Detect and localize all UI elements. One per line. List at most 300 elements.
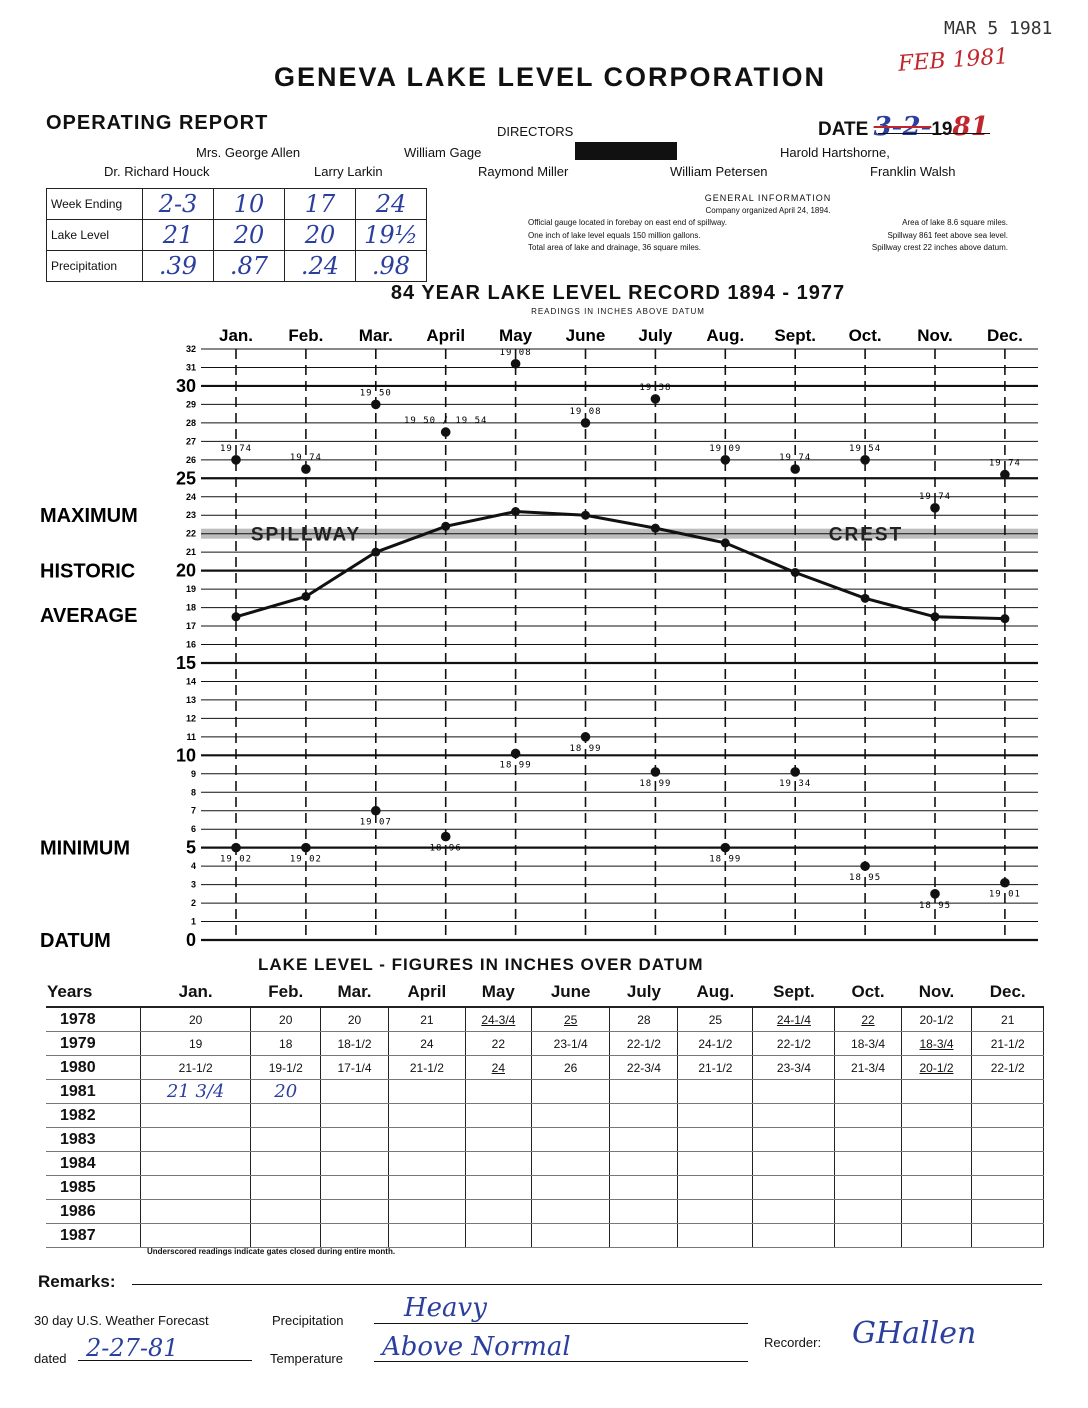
level-value: 23-3/4 xyxy=(776,1060,811,1075)
average-point xyxy=(1000,614,1009,623)
level-cell xyxy=(610,1007,678,1032)
lake-level-cell: 20 xyxy=(214,220,285,251)
level-cell xyxy=(140,1080,250,1104)
level-cell xyxy=(388,1224,465,1248)
maximum-year-label: 19 74 xyxy=(289,453,322,464)
precipitation-cell: .24 xyxy=(285,251,356,282)
average-label: AVERAGE xyxy=(40,604,138,627)
level-cell xyxy=(321,1032,389,1056)
level-value: 20 xyxy=(274,1081,298,1102)
level-cell xyxy=(753,1007,835,1032)
level-cell xyxy=(901,1224,972,1248)
page-title: GENEVA LAKE LEVEL CORPORATION xyxy=(274,62,827,92)
level-cell xyxy=(972,1224,1044,1248)
average-point xyxy=(651,524,660,533)
level-cell xyxy=(388,1104,465,1128)
average-point xyxy=(232,612,241,621)
level-value: 20 xyxy=(347,1012,362,1027)
level-value: 24 xyxy=(491,1060,505,1075)
forecast-label: 30 day U.S. Weather Forecast xyxy=(34,1313,209,1328)
level-value: 22 xyxy=(861,1012,875,1027)
level-cell xyxy=(610,1056,678,1080)
level-cell xyxy=(753,1080,835,1104)
table-row xyxy=(46,1007,1044,1032)
month-label: Dec. xyxy=(986,326,1023,345)
maximum-point xyxy=(1000,470,1010,480)
precipitation-line xyxy=(374,1323,748,1324)
minimum-year-label: 18 99 xyxy=(499,760,532,771)
y-tick-label: 3 xyxy=(190,879,196,890)
minimum-point xyxy=(301,843,311,853)
minimum-point xyxy=(441,832,451,842)
table-row xyxy=(46,1080,1044,1104)
y-tick-label: 13 xyxy=(185,694,196,705)
spillway-label: SPILLWAY xyxy=(250,524,362,546)
y-tick-label: 8 xyxy=(190,787,196,798)
level-cell xyxy=(465,1128,531,1152)
remarks-line xyxy=(132,1284,1042,1285)
level-cell xyxy=(388,1152,465,1176)
month-header: Sept. xyxy=(753,978,835,1007)
maximum-point xyxy=(301,464,311,474)
level-cell xyxy=(678,1032,753,1056)
y-tick-label: 31 xyxy=(185,362,196,373)
y-tick-label: 27 xyxy=(185,436,196,447)
y-tick-label: 12 xyxy=(185,713,196,724)
level-cell xyxy=(140,1104,250,1128)
level-cell xyxy=(835,1224,901,1248)
level-cell xyxy=(531,1128,610,1152)
y-tick-label: 1 xyxy=(190,916,196,927)
chart-title: 84 YEAR LAKE LEVEL RECORD 1894 - 1977 xyxy=(390,282,846,304)
y-tick-label: 26 xyxy=(185,454,196,465)
level-cell xyxy=(835,1080,901,1104)
level-value: 22-1/2 xyxy=(626,1036,661,1051)
general-info-line: Company organized April 24, 1894. xyxy=(705,205,831,215)
recorder-label: Recorder: xyxy=(764,1335,822,1350)
level-cell xyxy=(610,1032,678,1056)
month-label: Feb. xyxy=(288,326,324,345)
y-tick-label: 11 xyxy=(186,731,196,742)
director-name: Dr. Richard Houck xyxy=(104,164,210,179)
y-tick-label: 16 xyxy=(185,639,196,650)
level-cell xyxy=(678,1080,753,1104)
level-value: 21 xyxy=(420,1012,434,1027)
minimum-year-label: 18 99 xyxy=(569,743,602,754)
y-tick-label: 9 xyxy=(190,768,196,779)
maximum-point xyxy=(860,455,870,465)
level-cell xyxy=(678,1200,753,1224)
minimum-point xyxy=(930,889,940,899)
handwritten-month: FEB 1981 xyxy=(897,44,1010,77)
level-value: 21-3/4 xyxy=(851,1060,886,1075)
year-cell: 1986 xyxy=(46,1200,140,1224)
precipitation-cell: .87 xyxy=(214,251,285,282)
level-cell xyxy=(465,1152,531,1176)
maximum-point xyxy=(441,427,451,437)
level-value: 19-1/2 xyxy=(268,1060,303,1075)
level-cell xyxy=(972,1007,1044,1032)
row-label: Lake Level xyxy=(47,220,143,251)
level-cell xyxy=(388,1032,465,1056)
dated-label: dated xyxy=(34,1351,67,1366)
level-cell xyxy=(678,1176,753,1200)
level-cell xyxy=(531,1200,610,1224)
general-info-line: Spillway crest 22 inches above datum. xyxy=(871,243,1008,252)
minimum-year-label: 19 01 xyxy=(988,889,1021,900)
level-cell xyxy=(388,1056,465,1080)
maximum-point xyxy=(721,455,731,465)
precipitation-forecast: Heavy xyxy=(404,1293,487,1323)
month-header: Feb. xyxy=(251,978,321,1007)
level-cell xyxy=(972,1032,1044,1056)
precipitation-cell: .98 xyxy=(356,251,427,282)
month-header: May xyxy=(465,978,531,1007)
level-cell xyxy=(140,1056,250,1080)
lake-level-cell: 20 xyxy=(285,220,356,251)
minimum-year-label: 18 95 xyxy=(849,873,882,884)
level-cell xyxy=(388,1007,465,1032)
level-cell xyxy=(610,1176,678,1200)
lake-level-cell: 19½ xyxy=(356,220,427,251)
year-cell: 1987 xyxy=(46,1224,140,1248)
level-value: 21-1/2 xyxy=(990,1036,1025,1051)
remarks-label: Remarks: xyxy=(38,1272,116,1291)
level-cell xyxy=(531,1032,610,1056)
level-cell xyxy=(610,1200,678,1224)
month-label: Oct. xyxy=(848,326,882,345)
level-cell xyxy=(835,1200,901,1224)
minimum-point xyxy=(651,767,661,777)
minimum-point xyxy=(511,749,521,759)
month-header: Mar. xyxy=(321,978,389,1007)
y-tick-label: 19 xyxy=(185,584,196,595)
level-cell xyxy=(321,1200,389,1224)
level-cell xyxy=(972,1056,1044,1080)
level-value: 21-1/2 xyxy=(178,1060,213,1075)
table-row xyxy=(46,1128,1044,1152)
y-tick-label: 29 xyxy=(185,399,196,410)
level-value: 20 xyxy=(279,1012,293,1027)
level-cell xyxy=(901,1152,972,1176)
level-cell xyxy=(251,1176,321,1200)
minimum-year-label: 19 02 xyxy=(289,854,322,865)
level-cell xyxy=(465,1104,531,1128)
general-info-line: Spillway 861 feet above sea level. xyxy=(887,230,1008,240)
minimum-year-label: 19 07 xyxy=(359,817,392,828)
level-cell xyxy=(140,1224,250,1248)
level-cell xyxy=(321,1224,389,1248)
maximum-year-label: 19 08 xyxy=(569,406,602,417)
level-value: 28 xyxy=(637,1012,651,1027)
y-tick-label: 17 xyxy=(185,621,196,632)
level-value: 20 xyxy=(188,1012,203,1027)
level-cell xyxy=(753,1176,835,1200)
level-cell xyxy=(753,1032,835,1056)
level-value: 22-1/2 xyxy=(990,1060,1025,1075)
year-cell: 1985 xyxy=(46,1176,140,1200)
general-info-line: Official gauge located in forebay on east end of spillway. xyxy=(528,218,727,227)
level-cell xyxy=(321,1104,389,1128)
y-tick-label: 24 xyxy=(185,491,196,502)
general-info-line: Total area of lake and drainage, 36 square miles. xyxy=(528,243,701,252)
years-header: Years xyxy=(46,978,140,1007)
general-info-title: GENERAL INFORMATION xyxy=(704,193,832,203)
level-cell xyxy=(678,1056,753,1080)
level-cell xyxy=(901,1176,972,1200)
temperature-label: Temperature xyxy=(270,1351,343,1366)
level-cell xyxy=(531,1080,610,1104)
year-cell: 1981 xyxy=(46,1080,140,1104)
level-cell xyxy=(901,1080,972,1104)
level-cell xyxy=(251,1056,321,1080)
week-ending-cell: 24 xyxy=(356,189,427,220)
average-point xyxy=(931,612,940,621)
month-label: July xyxy=(638,326,673,345)
received-stamp: MAR 5 1981 xyxy=(944,18,1053,39)
y-tick-label: 32 xyxy=(185,344,196,354)
lake-level-cell: 21 xyxy=(143,220,214,251)
level-value: 25 xyxy=(708,1012,723,1027)
minimum-year-label: 18 96 xyxy=(429,843,462,854)
table-row xyxy=(46,1176,1044,1200)
level-value: 24-1/2 xyxy=(698,1036,733,1051)
level-cell xyxy=(465,1007,531,1032)
level-cell xyxy=(531,1176,610,1200)
month-label: Nov. xyxy=(917,326,953,345)
month-label: May xyxy=(499,326,533,345)
month-header: Oct. xyxy=(835,978,901,1007)
row-label: Week Ending xyxy=(47,189,143,220)
minimum-year-label: 18 99 xyxy=(709,854,742,865)
level-cell xyxy=(251,1200,321,1224)
datum-label: DATUM xyxy=(40,930,111,952)
level-cell xyxy=(610,1224,678,1248)
level-value: 20-1/2 xyxy=(919,1012,954,1027)
average-point xyxy=(581,511,590,520)
y-tick-label: 18 xyxy=(185,602,196,613)
level-cell xyxy=(140,1152,250,1176)
table-row xyxy=(46,1104,1044,1128)
level-cell xyxy=(753,1128,835,1152)
average-point xyxy=(301,592,310,601)
y-tick-label: 28 xyxy=(185,417,196,428)
level-value: 22 xyxy=(491,1036,505,1051)
level-cell xyxy=(753,1200,835,1224)
y-tick-label: 21 xyxy=(185,547,196,558)
director-name: Raymond Miller xyxy=(478,164,569,179)
level-cell xyxy=(321,1176,389,1200)
level-cell xyxy=(610,1104,678,1128)
maximum-point xyxy=(790,464,800,474)
level-cell xyxy=(972,1104,1044,1128)
minimum-point xyxy=(860,861,870,871)
y-tick-label: 2 xyxy=(190,898,196,909)
table-footnote: Underscored readings indicate gates closed during entire month. xyxy=(147,1247,396,1256)
level-cell xyxy=(901,1056,972,1080)
level-cell xyxy=(753,1104,835,1128)
level-value: 21 3/4 xyxy=(166,1081,225,1102)
maximum-label: MAXIMUM xyxy=(40,505,138,528)
level-cell xyxy=(531,1007,610,1032)
level-cell xyxy=(388,1176,465,1200)
minimum-point xyxy=(371,806,381,816)
level-cell xyxy=(251,1032,321,1056)
month-header: June xyxy=(531,978,610,1007)
maximum-year-label: 19 74 xyxy=(219,443,253,454)
general-info-line: One inch of lake level equals 150 million gallons. xyxy=(528,230,701,240)
director-name: Mrs. George Allen xyxy=(196,145,301,160)
month-header: Dec. xyxy=(972,978,1044,1007)
month-label: Aug. xyxy=(706,326,745,345)
level-cell xyxy=(901,1128,972,1152)
director-name: Larry Larkin xyxy=(314,164,383,179)
average-point xyxy=(441,522,450,531)
date-year-handwritten: 81 xyxy=(952,112,989,142)
maximum-year-label: 19 50 xyxy=(359,388,392,399)
maximum-point xyxy=(651,394,661,404)
level-cell xyxy=(321,1056,389,1080)
average-point xyxy=(721,538,730,547)
date-value: 3-2- xyxy=(873,112,932,142)
level-value: 22-1/2 xyxy=(776,1036,811,1051)
level-cell xyxy=(465,1176,531,1200)
y-tick-label: 6 xyxy=(190,824,196,835)
chart-subtitle: READINGS IN INCHES ABOVE DATUM xyxy=(531,307,705,316)
recorder-signature: GHallen xyxy=(852,1316,977,1351)
minimum-point xyxy=(231,843,241,853)
minimum-point xyxy=(581,732,591,742)
y-tick-label: 14 xyxy=(185,676,196,687)
maximum-point xyxy=(581,418,591,428)
level-cell xyxy=(753,1056,835,1080)
average-point xyxy=(371,548,380,557)
historic-label: HISTORIC xyxy=(40,560,136,583)
maximum-point xyxy=(371,400,381,410)
minimum-point xyxy=(721,843,731,853)
level-cell xyxy=(753,1224,835,1248)
maximum-year-label: 19 74 xyxy=(779,453,812,464)
level-value: 26 xyxy=(564,1060,578,1075)
level-cell xyxy=(140,1032,250,1056)
level-cell xyxy=(835,1032,901,1056)
dated-value: 2-27-81 xyxy=(86,1334,179,1362)
maximum-year-label: 19 74 xyxy=(988,458,1021,469)
level-cell xyxy=(835,1104,901,1128)
date-year-printed: 19 xyxy=(931,119,953,140)
level-value: 24-1/4 xyxy=(776,1012,811,1027)
y-tick-label: 22 xyxy=(185,528,196,539)
level-cell xyxy=(388,1080,465,1104)
table-row xyxy=(46,1056,1044,1080)
date-label: DATE xyxy=(818,119,869,140)
level-cell xyxy=(972,1128,1044,1152)
maximum-year-label: 19 09 xyxy=(709,443,742,454)
level-cell xyxy=(465,1200,531,1224)
level-value: 18-3/4 xyxy=(851,1036,886,1051)
level-cell xyxy=(321,1080,389,1104)
row-label: Precipitation xyxy=(47,251,143,282)
y-tick-label: 5 xyxy=(185,837,196,858)
level-cell xyxy=(388,1200,465,1224)
level-value: 21 xyxy=(1001,1012,1015,1027)
level-cell xyxy=(251,1128,321,1152)
level-cell xyxy=(972,1176,1044,1200)
month-header: Nov. xyxy=(901,978,972,1007)
level-cell xyxy=(465,1032,531,1056)
y-tick-label: 0 xyxy=(185,930,196,950)
level-cell xyxy=(465,1224,531,1248)
y-tick-label: 30 xyxy=(175,375,196,396)
y-tick-label: 23 xyxy=(185,510,196,521)
lake-level-table xyxy=(46,978,1044,1248)
minimum-point xyxy=(790,767,800,777)
level-value: 23-1/4 xyxy=(553,1036,588,1051)
level-cell xyxy=(972,1152,1044,1176)
report-label: OPERATING REPORT xyxy=(46,112,269,134)
year-cell: 1980 xyxy=(46,1056,140,1080)
week-ending-cell: 10 xyxy=(214,189,285,220)
director-name: William Petersen xyxy=(670,164,768,179)
year-cell: 1983 xyxy=(46,1128,140,1152)
level-cell xyxy=(610,1152,678,1176)
week-ending-cell: 17 xyxy=(285,189,356,220)
y-tick-label: 7 xyxy=(190,805,196,816)
dated-line xyxy=(78,1360,252,1361)
minimum-year-label: 19 02 xyxy=(219,854,253,865)
level-cell xyxy=(531,1104,610,1128)
week-ending-cell: 2-3 xyxy=(143,189,214,220)
minimum-year-label: 18 95 xyxy=(918,900,952,911)
level-cell xyxy=(251,1224,321,1248)
level-value: 17-1/4 xyxy=(337,1060,372,1075)
level-cell xyxy=(678,1128,753,1152)
month-label: Sept. xyxy=(774,326,816,345)
level-cell xyxy=(531,1152,610,1176)
month-header: Jan. xyxy=(140,978,250,1007)
level-cell xyxy=(251,1104,321,1128)
maximum-point xyxy=(930,503,940,513)
table-row xyxy=(46,1152,1044,1176)
table-row xyxy=(46,1200,1044,1224)
year-cell: 1984 xyxy=(46,1152,140,1176)
level-value: 24 xyxy=(420,1036,434,1051)
average-point xyxy=(791,568,800,577)
minimum-label: MINIMUM xyxy=(40,837,130,860)
temperature-line xyxy=(374,1361,748,1362)
minimum-year-label: 18 99 xyxy=(639,778,672,789)
table-row xyxy=(46,1224,1044,1248)
level-value: 19 xyxy=(188,1036,203,1051)
month-header: July xyxy=(610,978,678,1007)
level-cell xyxy=(610,1128,678,1152)
minimum-point xyxy=(1000,878,1010,888)
level-cell xyxy=(251,1007,321,1032)
level-cell xyxy=(972,1080,1044,1104)
level-cell xyxy=(321,1152,389,1176)
level-value: 24-3/4 xyxy=(481,1012,516,1027)
year-cell: 1978 xyxy=(46,1007,140,1032)
minimum-year-label: 19 34 xyxy=(779,778,812,789)
level-cell xyxy=(465,1056,531,1080)
level-cell xyxy=(835,1128,901,1152)
director-name: Franklin Walsh xyxy=(870,164,956,179)
month-label: June xyxy=(565,326,606,345)
directors-label: DIRECTORS xyxy=(497,124,574,139)
maximum-year-label: 19 08 xyxy=(499,347,532,358)
month-label: April xyxy=(426,326,466,345)
maximum-year-label: 19 50 / 19 54 xyxy=(403,416,488,427)
